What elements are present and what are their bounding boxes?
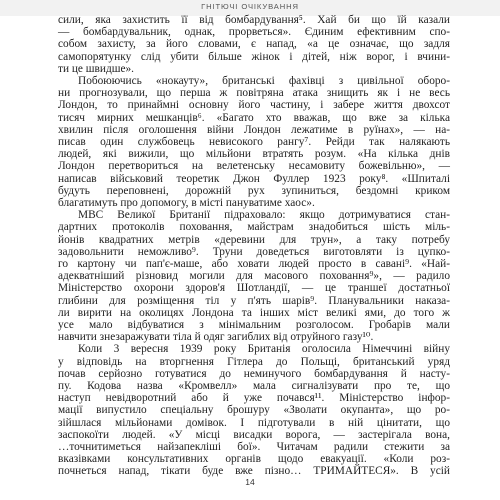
text-line: благатимуть про допомогу, в місті пануватиме хаос». <box>58 197 315 209</box>
text-line: сили, яка захистить її від бомбардування⁵. Хай би що їй казали <box>58 14 450 26</box>
page-number: 14 <box>245 477 255 487</box>
text-line: адекватніший різновид могили для масового поховання⁹», — радило <box>58 270 450 283</box>
text-line: у відповідь на вторгнення Гітлера до Польщі, британський уряд <box>58 355 450 368</box>
text-line: Коли 3 вересня 1939 року Британія оголосила Німеччині війну <box>78 343 450 356</box>
text-line: заспокоїти людей. «У місці висадки ворога, — застерігала вона, <box>58 428 450 441</box>
text-line: ти це швидше». <box>58 62 135 75</box>
text-line: ни прогнозували, що перша ж повітряна атака знищить як і не весь <box>58 87 450 100</box>
text-line: людей, які вижили, що мільйони втратять розум. «На кілька днів <box>58 148 450 161</box>
text-line: го картону чи пап'є-маше, або ховати людей просто в савані⁹. «Най- <box>58 258 450 270</box>
text-line: — бомбардувальник, однак, прорветься». Єдиним ефективним спо- <box>58 26 450 39</box>
text-line: собом захисту, за його словами, є напад, «а це означає, що задля <box>58 38 450 51</box>
text-line: почнеться напад, тікати буде вже пізно… ТРИМАЙТЕСЯ». В усій <box>58 465 450 478</box>
text-line: ли вирити на околицях Лондона та інших міст великі ями, до того ж <box>58 306 450 319</box>
text-line: Побоюючись «нокауту», британські фахівці з цивільної оборо- <box>78 75 450 87</box>
text-line: почав серйозно готуватися до неминучого бомбардування й насту- <box>58 367 450 380</box>
text-line: Лондон, то принаймні основну його частину, і забере життя двохсот <box>58 99 450 112</box>
text-line: глибини для розміщення тіл у п'ять шарів⁹. Планувальники наказа- <box>58 294 450 307</box>
running-header-title: ГНІТЮЧІ ОЧІКУВАННЯ <box>201 2 299 11</box>
text-line: навчити знезаражувати тіла й одяг загиблих від отруйного газу¹⁰. <box>58 331 374 344</box>
text-line: наступ невідворотний або й уже почався¹¹. Міністерство інфор- <box>58 392 450 405</box>
text-line: дартних протоколів поховання, майстрам знадобиться шість міль- <box>58 221 450 234</box>
text-line: самопорятунку слід убити більше жінок і дітей, ніж ворог, і вчини- <box>58 50 450 63</box>
text-line: написав військовий теоретик Джон Фуллер 1923 року⁸. «Шпиталі <box>58 172 450 185</box>
text-line: МВС Великої Британії підраховало: якщо дотримуватися стан- <box>78 209 450 222</box>
text-line: йонів квадратних метрів «деревини для трун», а таку потребу <box>58 233 450 246</box>
text-line: пу. Кодова назва «Кромвелл» мала сигналізувати про те, що <box>58 380 450 392</box>
text-line: хвилин після оголошення війни Лондон лежатиме в руїнах», — на- <box>58 123 450 136</box>
text-line: будуть переповнені, дорожній рух зупиниться, бездомні криком <box>58 184 450 197</box>
text-line: писав один службовець невисокого рангу⁷. Рейди так налякають <box>58 136 450 148</box>
text-line: Лондон перетвориться на велетенську несамовиту божевільню», — <box>58 160 450 173</box>
text-line: вказівками консультативних органів щодо евакуації. «Коли роз- <box>58 453 450 466</box>
text-line: задовольнити неможливо⁹. Труни доведеться виготовляти із цупко- <box>58 245 450 258</box>
text-line: …точнитиметься найзапекліші бої». Читачам радили стежити за <box>58 441 450 453</box>
text-line: мації випустило спеціальну брошуру «Зволати окупанта», що ро- <box>58 404 450 417</box>
text-line: зійшлася мільйонами домівок. І підготували в ній цінитати, що <box>58 416 450 429</box>
text-line: Міністерство охорони здоров'я Шотландії, — це траншеї достатньої <box>58 282 450 295</box>
text-line: усе мало відбуватися з мінімальним розголосом. Гробарів мали <box>58 319 450 331</box>
text-line: тисяч мирних мешканців⁶. «Багато хто вважав, що вже за кілька <box>58 111 450 124</box>
